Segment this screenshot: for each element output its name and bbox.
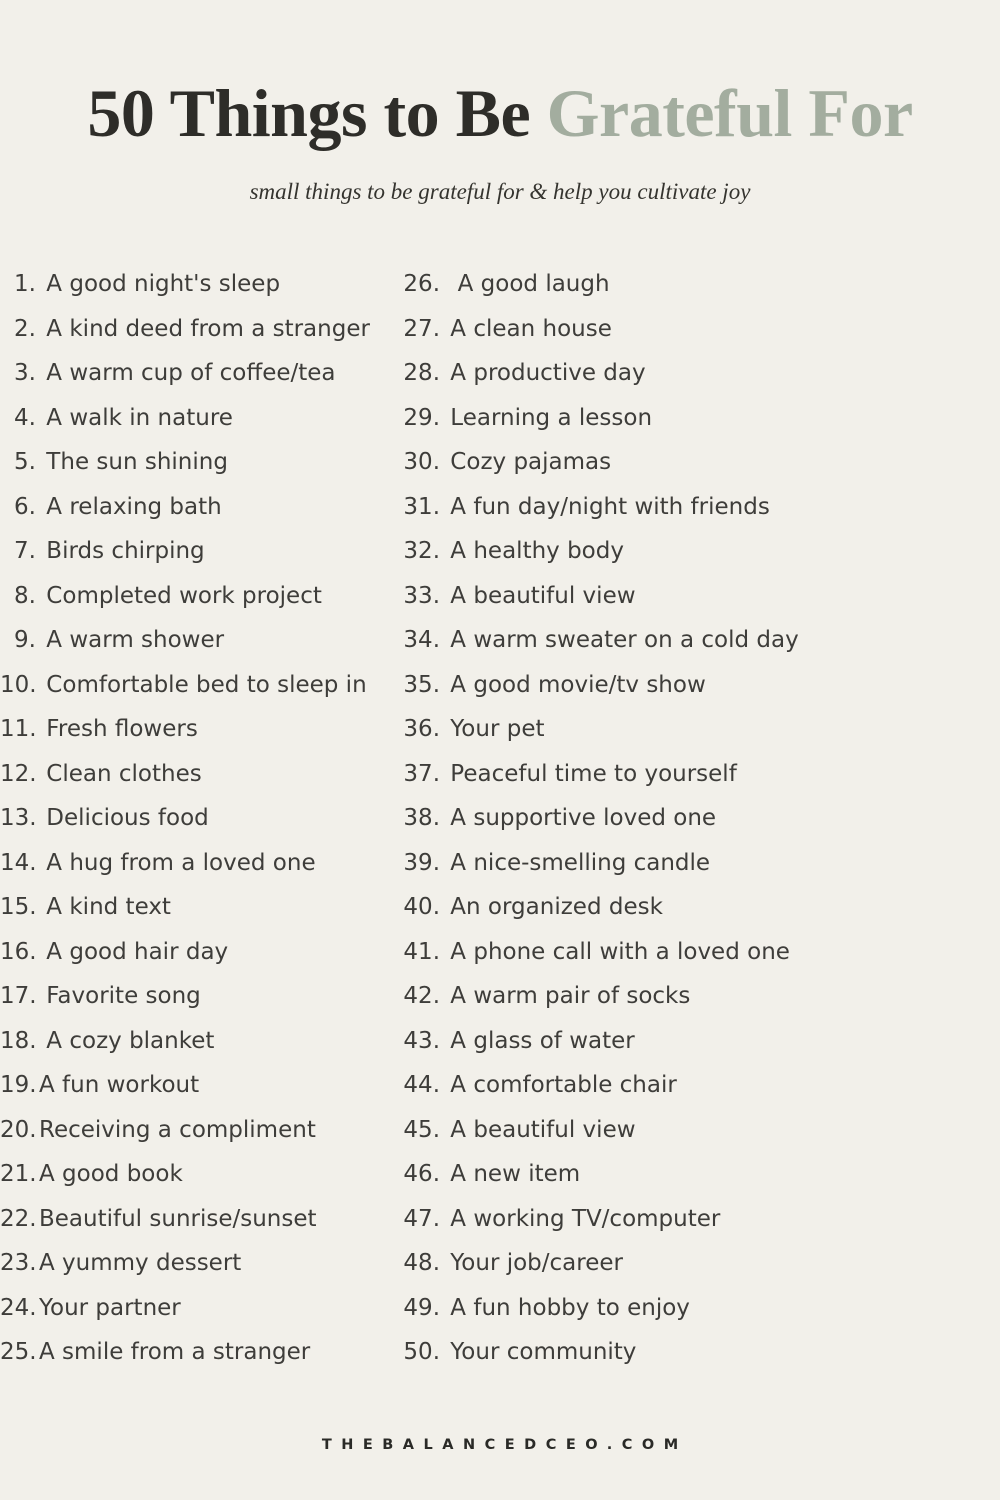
item-text: A good book — [39, 1161, 183, 1188]
item-number: 19. — [0, 1072, 37, 1099]
item-text: Your pet — [443, 716, 545, 743]
item-number: 10. — [0, 671, 37, 698]
item-text: Your community — [443, 1339, 637, 1366]
item-text: A kind deed from a stranger — [39, 315, 370, 342]
list-item — [0, 627, 398, 672]
list-item — [0, 1206, 398, 1251]
page-title-accent: Grateful For — [546, 75, 913, 151]
item-text: A fun day/night with friends — [443, 493, 770, 520]
item-number: 14. — [0, 849, 37, 876]
list-item — [398, 894, 799, 939]
list-item — [0, 850, 398, 895]
list-item — [398, 983, 799, 1028]
item-text: Delicious food — [39, 805, 209, 832]
item-number: 38. — [403, 805, 440, 832]
item-number: 7. — [14, 538, 36, 565]
list-item — [398, 583, 799, 628]
item-number: 36. — [403, 716, 440, 743]
footer-url: THEBALANCEDCEO.COM — [321, 1437, 688, 1453]
item-text: A glass of water — [443, 1027, 635, 1054]
list-item — [398, 761, 799, 806]
item-text: Your partner — [39, 1294, 181, 1321]
item-text: A clean house — [443, 315, 612, 342]
list-item — [0, 583, 398, 628]
list-item — [0, 983, 398, 1028]
list-item — [0, 939, 398, 984]
item-text: A kind text — [39, 894, 171, 921]
item-number: 43. — [403, 1027, 440, 1054]
list-item — [398, 1339, 799, 1384]
item-text: A nice-smelling candle — [443, 849, 711, 876]
item-number: 9. — [14, 627, 36, 654]
item-number: 23. — [0, 1250, 37, 1277]
header — [0, 0, 1000, 205]
item-number: 13. — [0, 805, 37, 832]
item-text: A good hair day — [39, 938, 229, 965]
subtitle: small things to be grateful for & help you cultivate joy — [249, 179, 751, 205]
list-item — [398, 449, 799, 494]
list-item — [0, 1028, 398, 1073]
item-number: 34. — [403, 627, 440, 654]
list-item — [398, 316, 799, 361]
item-number: 4. — [14, 404, 36, 431]
item-text: A warm cup of coffee/tea — [39, 360, 336, 387]
item-text: A productive day — [443, 360, 646, 387]
list-item — [0, 761, 398, 806]
item-text: A warm shower — [39, 627, 225, 654]
page-title-dark: 50 Things to Be — [87, 75, 531, 151]
item-text: A beautiful view — [443, 582, 636, 609]
item-text: The sun shining — [39, 449, 228, 476]
list-item — [398, 1295, 799, 1340]
item-number: 42. — [403, 983, 440, 1010]
item-text: Birds chirping — [39, 538, 205, 565]
item-number: 39. — [403, 849, 440, 876]
item-number: 25. — [0, 1339, 37, 1366]
item-number: 17. — [0, 983, 37, 1010]
item-number: 44. — [403, 1072, 440, 1099]
list-item — [398, 672, 799, 717]
grateful-list-left — [0, 271, 398, 1384]
item-number: 50. — [403, 1339, 440, 1366]
list-item — [398, 1117, 799, 1162]
item-text: A healthy body — [443, 538, 624, 565]
item-text: A warm pair of socks — [443, 983, 691, 1010]
item-text: Comfortable bed to sleep in — [39, 671, 367, 698]
item-number: 49. — [403, 1294, 440, 1321]
item-text: A smile from a stranger — [39, 1339, 311, 1366]
item-number: 45. — [403, 1116, 440, 1143]
item-number: 27. — [403, 315, 440, 342]
list-item — [0, 494, 398, 539]
item-text: Receiving a compliment — [39, 1116, 316, 1143]
item-number: 2. — [14, 315, 36, 342]
item-number: 11. — [0, 716, 37, 743]
item-text: A warm sweater on a cold day — [443, 627, 799, 654]
item-number: 6. — [14, 493, 36, 520]
item-number: 3. — [14, 360, 36, 387]
item-text: A beautiful view — [443, 1116, 636, 1143]
list-columns — [0, 271, 1000, 1384]
item-number: 5. — [14, 449, 36, 476]
list-item — [0, 360, 398, 405]
item-text: Favorite song — [39, 983, 201, 1010]
list-item — [398, 850, 799, 895]
item-text: A fun hobby to enjoy — [443, 1294, 690, 1321]
item-number: 33. — [403, 582, 440, 609]
item-number: 18. — [0, 1027, 37, 1054]
list-item — [0, 1339, 398, 1384]
item-text: Fresh flowers — [39, 716, 198, 743]
item-text: A good laugh — [443, 271, 610, 298]
item-text: A working TV/computer — [443, 1205, 721, 1232]
item-number: 40. — [403, 894, 440, 921]
item-number: 20. — [0, 1116, 37, 1143]
list-item — [398, 405, 799, 450]
item-text: Completed work project — [39, 582, 322, 609]
item-number: 46. — [403, 1161, 440, 1188]
list-item — [398, 939, 799, 984]
item-text: A yummy dessert — [39, 1250, 242, 1277]
item-text: A new item — [443, 1161, 581, 1188]
list-item — [0, 1117, 398, 1162]
item-number: 24. — [0, 1294, 37, 1321]
list-item — [0, 1072, 398, 1117]
item-number: 16. — [0, 938, 37, 965]
list-item — [398, 805, 799, 850]
item-number: 35. — [403, 671, 440, 698]
grateful-list-right — [398, 271, 799, 1384]
item-text: Your job/career — [443, 1250, 623, 1277]
list-item — [398, 1206, 799, 1251]
item-text: Learning a lesson — [443, 404, 653, 431]
item-text: A good movie/tv show — [443, 671, 706, 698]
list-item — [0, 1295, 398, 1340]
item-text: Cozy pajamas — [443, 449, 612, 476]
list-item — [0, 538, 398, 583]
list-item — [398, 494, 799, 539]
item-text: A cozy blanket — [39, 1027, 215, 1054]
list-item — [398, 1161, 799, 1206]
list-item — [0, 316, 398, 361]
item-number: 31. — [403, 493, 440, 520]
item-number: 28. — [403, 360, 440, 387]
list-item — [0, 405, 398, 450]
list-item — [0, 1161, 398, 1206]
list-item — [398, 538, 799, 583]
item-number: 22. — [0, 1205, 37, 1232]
list-item — [398, 360, 799, 405]
list-item — [398, 627, 799, 672]
item-number: 1. — [14, 271, 36, 298]
item-text: Clean clothes — [39, 760, 202, 787]
list-item — [398, 1072, 799, 1117]
item-text: A supportive loved one — [443, 805, 717, 832]
item-number: 48. — [403, 1250, 440, 1277]
item-number: 29. — [403, 404, 440, 431]
item-text: A relaxing bath — [39, 493, 222, 520]
list-item — [0, 1250, 398, 1295]
item-number: 26. — [403, 271, 440, 298]
item-number: 15. — [0, 894, 37, 921]
item-text: A phone call with a loved one — [443, 938, 790, 965]
item-text: An organized desk — [443, 894, 663, 921]
item-number: 30. — [403, 449, 440, 476]
item-text: A comfortable chair — [443, 1072, 677, 1099]
list-item — [0, 271, 398, 316]
item-text: Beautiful sunrise/sunset — [39, 1205, 317, 1232]
list-item — [0, 716, 398, 761]
item-text: Peaceful time to yourself — [443, 760, 737, 787]
list-item — [398, 1028, 799, 1073]
list-item — [0, 894, 398, 939]
list-item — [0, 672, 398, 717]
list-item — [398, 716, 799, 761]
item-number: 21. — [0, 1161, 37, 1188]
item-text: A fun workout — [39, 1072, 200, 1099]
item-number: 37. — [403, 760, 440, 787]
item-number: 47. — [403, 1205, 440, 1232]
list-item — [0, 805, 398, 850]
item-number: 32. — [403, 538, 440, 565]
page-title — [0, 75, 1000, 151]
item-number: 12. — [0, 760, 37, 787]
item-text: A good night's sleep — [39, 271, 281, 298]
list-item — [398, 1250, 799, 1295]
item-text: A walk in nature — [39, 404, 233, 431]
item-text: A hug from a loved one — [39, 849, 316, 876]
list-item — [0, 449, 398, 494]
item-number: 41. — [403, 938, 440, 965]
list-item — [398, 271, 799, 316]
item-number: 8. — [14, 582, 36, 609]
